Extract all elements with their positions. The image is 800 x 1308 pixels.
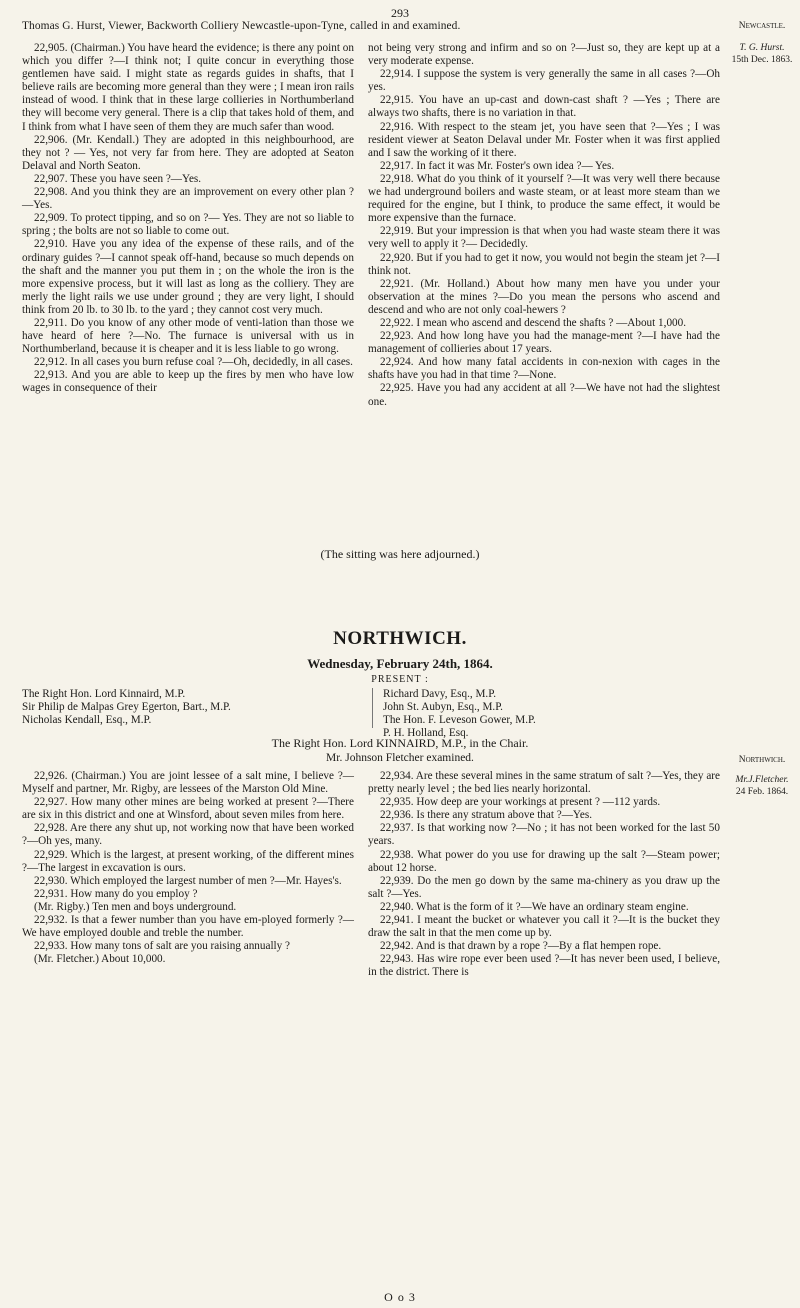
paragraph: 22,941. I meant the bucket or whatever you call it ?—It is the bucket they draw the salt in that the men come up by. — [368, 914, 720, 940]
paragraph: 22,923. And how long have you had the manage-ment ?—I have had the management of collieries about 17 years. — [368, 330, 720, 356]
paragraph: 22,932. Is that a fewer number than you have em-ployed formerly ?—We have employed double and treble the number. — [22, 914, 354, 940]
paragraph: 22,940. What is the form of it ?—We have an ordinary steam engine. — [380, 900, 689, 913]
paragraph: 22,927. How many other mines are being worked at present ?—There are six in this district and one at Winsford, about seven miles from here. — [22, 796, 354, 822]
present-member: John St. Aubyn, Esq., M.P. — [383, 701, 503, 713]
chair-line: The Right Hon. Lord KINNAIRD, M.P., in the Chair. — [271, 736, 529, 750]
paragraph: 22,918. What do you think of it yourself ?—It was very well there because we had underground boilers and waste steam, or at least more steam than we required for the engine, but I think, to produce the same effect, it would be more expensive than the furnace. — [368, 172, 720, 225]
paragraph: 22,907. These you have seen ?—Yes. — [34, 172, 202, 185]
paragraph: 22,913. And you are able to keep up the fires by men who have low wages in consequence of their — [22, 369, 354, 395]
paragraph: 22,910. Have you any idea of the expense of these rails, and of the ordinary guides ?—I cannot speak off-hand, because so much depends on the shaft and the manner you put them in ; on the whole the iron is the more expensive process, but it will last as long as the colliery. They are merly the light rails we use under ground ; they are very light, I should think from 20 lb. to 30 lb. to the yard ; they cannot cost very much. — [22, 238, 354, 316]
session1-left-column — [22, 42, 354, 396]
paragraph: 22,931. How many do you employ ? — [34, 887, 198, 900]
present-member: Nicholas Kendall, Esq., M.P. — [22, 714, 152, 726]
place-heading: NORTHWICH. — [333, 628, 467, 649]
paragraph: 22,938. What power do you use for drawing up the salt ?—Steam power; about 12 horse. — [368, 848, 720, 874]
present-member: The Right Hon. Lord Kinnaird, M.P. — [22, 688, 186, 700]
paragraph: 22,936. Is there any stratum above that ?—Yes. — [380, 809, 593, 822]
paragraph: 22,911. Do you know of any other mode of venti-lation than those we have heard of here ?—No. The furnace is universal with us in Northumberland, because it is cheaper and it is less liable to go wrong. — [22, 316, 354, 356]
paragraph: (Mr. Rigby.) Ten men and boys underground. — [34, 900, 237, 913]
session2-left-column — [22, 770, 354, 966]
paragraph: 22,906. (Mr. Kendall.) They are adopted in this neighbourhood, are they not ? — Yes, not very far from here. They are adopted at Seaton Delaval and North Seaton. — [22, 133, 354, 172]
paragraph: 22,921. (Mr. Holland.) About how many men have you under your observation at the mines ?—Do you mean the persons who ascend and descend and who are not only coal-hewers ? — [368, 277, 720, 316]
present-member: P. H. Holland, Esq. — [383, 727, 469, 739]
paragraph: 22,915. You have an up-cast and down-cast shaft ? —Yes ; There are always two shafts, there is no variation in that. — [368, 94, 720, 120]
paragraph: 22,929. Which is the largest, at present working, of the different mines ?—The largest in excavation is ours. — [22, 848, 354, 874]
margin-witness-name: T. G. Hurst. — [739, 43, 785, 53]
examined-line: Mr. Johnson Fletcher examined. — [326, 752, 474, 764]
paragraph: 22,919. But your impression is that when you had waste steam there it was very well to apply it ?— Decidedly. — [368, 225, 720, 251]
margin-note-top — [728, 20, 796, 66]
margin-location: Northwich. — [738, 755, 786, 765]
paragraph: 22,925. Have you had any accident at all ?—We have not had the slightest one. — [368, 382, 720, 408]
paragraph: 22,935. How deep are your workings at present ? —112 yards. — [380, 796, 661, 809]
present-member: The Hon. F. Leveson Gower, M.P. — [383, 714, 536, 726]
margin-date: 15th Dec. 1863. — [731, 55, 793, 65]
paragraph: 22,914. I suppose the system is very generally the same in all cases ?—Oh yes. — [368, 68, 720, 94]
paragraph: 22,930. Which employed the largest number of men ?—Mr. Hayes's. — [34, 874, 342, 887]
present-list-right — [372, 688, 713, 739]
paragraph: 22,924. And how many fatal accidents in con-nexion with cages in the shafts have you had in that time ?—None. — [368, 356, 720, 382]
session2-right-column — [368, 770, 720, 980]
present-label: PRESENT : — [371, 674, 429, 685]
margin-location: Newcastle. — [738, 21, 786, 31]
present-list-left — [22, 688, 332, 727]
paragraph: 22,933. How many tons of salt are you raising annually ? — [34, 940, 291, 953]
paragraph: not being very strong and infirm and so on ?—Just so, they are kept up at a very moderate expense. — [368, 42, 720, 68]
paragraph: (Mr. Fletcher.) About 10,000. — [34, 953, 166, 966]
paragraph: 22,920. But if you had to get it now, you would not begin the steam jet ?—I think not. — [368, 251, 720, 277]
paragraph: 22,909. To protect tipping, and so on ?— Yes. They are not so liable to spring ; the bolts are not so liable to come out. — [22, 212, 354, 238]
margin-date: 24 Feb. 1864. — [735, 787, 789, 797]
paragraph: 22,943. Has wire rope ever been used ?—It has never been used, I believe, in the district. There is — [368, 953, 720, 979]
paragraph: 22,917. In fact it was Mr. Foster's own idea ?— Yes. — [380, 159, 615, 172]
paragraph: 22,937. Is that working now ?—No ; it has not been worked for the last 50 years. — [368, 822, 720, 848]
paragraph: 22,922. I mean who ascend and descend the shafts ? —About 1,000. — [380, 316, 687, 329]
margin-note-bottom — [728, 754, 796, 798]
date-heading: Wednesday, February 24th, 1864. — [307, 656, 493, 671]
witness-header: Thomas G. Hurst, Viewer, Backworth Colliery Newcastle-upon-Tyne, called in and examined. — [22, 20, 461, 32]
paragraph: 22,916. With respect to the steam jet, you have seen that ?—Yes ; I was resident viewer at Seaton Delaval under Mr. Foster when it was first applied and I saw the working of it there. — [368, 120, 720, 159]
paragraph: 22,934. Are these several mines in the same stratum of salt ?—Yes, they are pretty nearly level ; the bed lies nearly horizontal. — [368, 770, 720, 796]
paragraph: 22,942. And is that drawn by a rope ?—By a flat hempen rope. — [380, 940, 662, 953]
paragraph: 22,905. (Chairman.) You have heard the evidence; is there any point on which you differ ?—I think not; I quite concur in everything those gentlemen have said. I might state as regards guides in shafts, that I believe rails are becoming more general than they were ; I mean iron rails instead of wood. I think that in these large collieries in Northumberland they will become very general. There is a clip that takes hold of them, and I think from what I have seen of them they are much safer than wood. — [22, 42, 354, 133]
paragraph: 22,908. And you think they are an improvement on every other plan ?—Yes. — [22, 186, 354, 212]
present-member: Richard Davy, Esq., M.P. — [383, 688, 497, 700]
margin-witness-name: Mr.J.Fletcher. — [735, 775, 789, 785]
paragraph: 22,926. (Chairman.) You are joint lessee of a salt mine, I believe ?—Myself and partner, Mr. Rigby, are lessees of the Marston Old Mine. — [22, 770, 354, 796]
session1-right-column — [368, 42, 720, 409]
paragraph: 22,928. Are there any shut up, not working now that have been worked ?—Oh yes, many. — [22, 822, 354, 848]
adjourned-note: (The sitting was here adjourned.) — [320, 547, 480, 561]
printer-signature: O o 3 — [384, 1290, 416, 1304]
page-number: 293 — [391, 6, 409, 20]
paragraph: 22,939. Do the men go down by the same ma-chinery as you draw up the salt ?—Yes. — [368, 874, 720, 900]
present-member: Sir Philip de Malpas Grey Egerton, Bart., M.P. — [22, 701, 231, 713]
paragraph: 22,912. In all cases you burn refuse coal ?—Oh, decidedly, in all cases. — [34, 356, 353, 369]
